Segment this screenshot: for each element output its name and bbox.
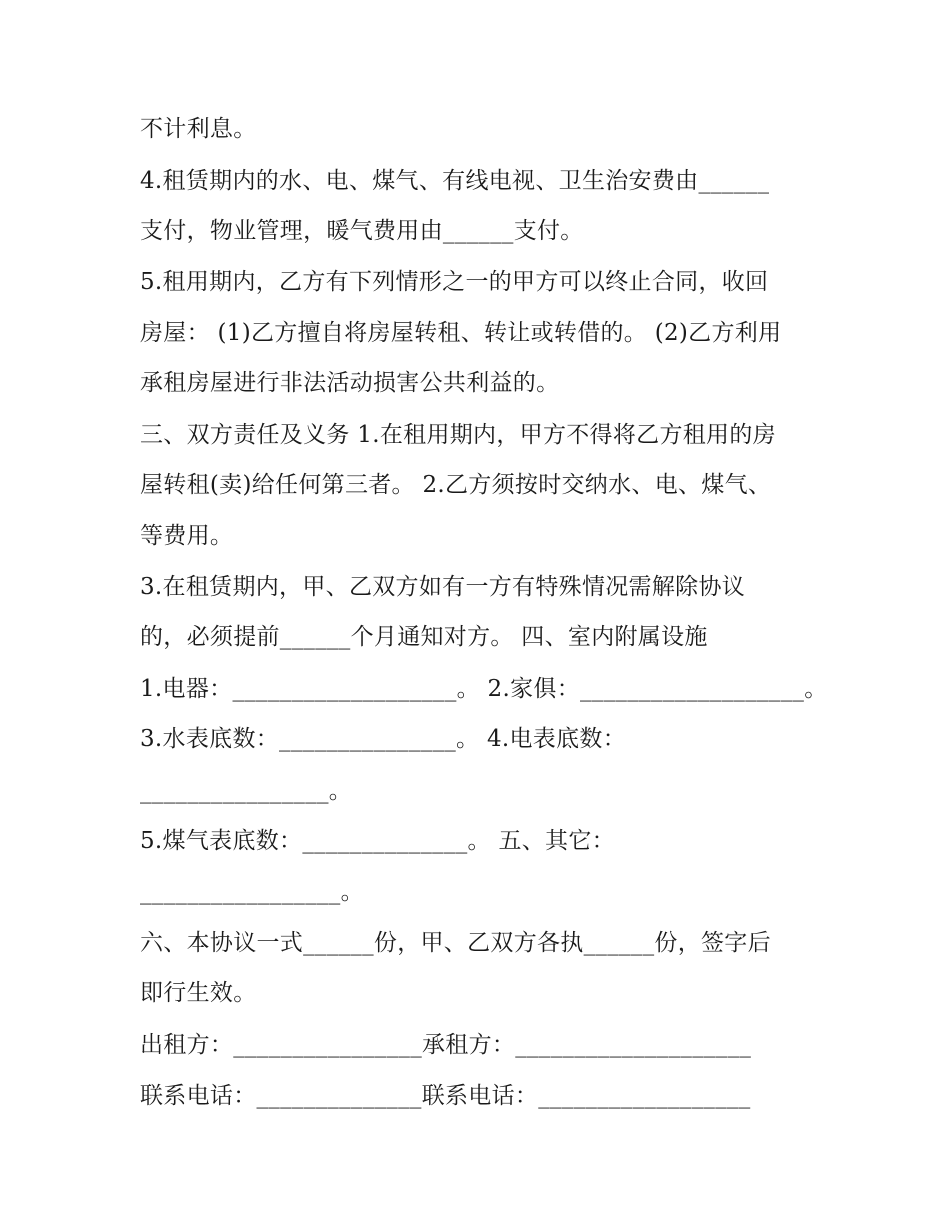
text-line-5: 房屋： (1)乙方擅自将房屋转租、转让或转借的。 (2)乙方利用 [140, 320, 782, 346]
text-line-2: 4.租赁期内的水、电、煤气、有线电视、卫生治安费由______ [140, 168, 770, 194]
text-line-1: 不计利息。 [140, 116, 257, 142]
text-line-8: 屋转租(卖)给任何第三者。 2.乙方须按时交纳水、电、煤气、 [140, 472, 772, 498]
text-line-11: 的，必须提前______个月通知对方。 四、室内附属设施 [140, 624, 708, 650]
text-line-9: 等费用。 [140, 523, 234, 549]
text-line-10: 3.在租赁期内，甲、乙双方如有一方有特殊情况需解除协议 [140, 574, 746, 600]
text-line-12: 1.电器：___________________。 2.家俱：___________________。 [140, 676, 828, 702]
text-line-4: 5.租用期内，乙方有下列情形之一的甲方可以终止合同，收回 [140, 269, 769, 295]
landlord-tenant-signature-line: 出租方：________________承租方：____________________ [140, 1032, 752, 1058]
text-line-15: 5.煤气表底数：______________。 五、其它： [140, 828, 615, 854]
text-line-17: 六、本协议一式______份，甲、乙双方各执______份，签字后 [140, 930, 771, 956]
text-line-3: 支付，物业管理，暖气费用由______支付。 [140, 218, 584, 244]
text-line-14: ________________。 [140, 778, 353, 804]
contact-phone-line: 联系电话：______________联系电话：__________________ [140, 1083, 751, 1109]
text-line-16: _________________。 [140, 879, 364, 905]
text-line-18: 即行生效。 [140, 980, 257, 1006]
text-line-13: 3.水表底数：_______________。 4.电表底数： [140, 726, 626, 752]
text-line-6: 承租房屋进行非法活动损害公共利益的。 [140, 370, 560, 396]
text-line-7: 三、双方责任及义务 1.在租用期内，甲方不得将乙方租用的房 [140, 422, 776, 448]
